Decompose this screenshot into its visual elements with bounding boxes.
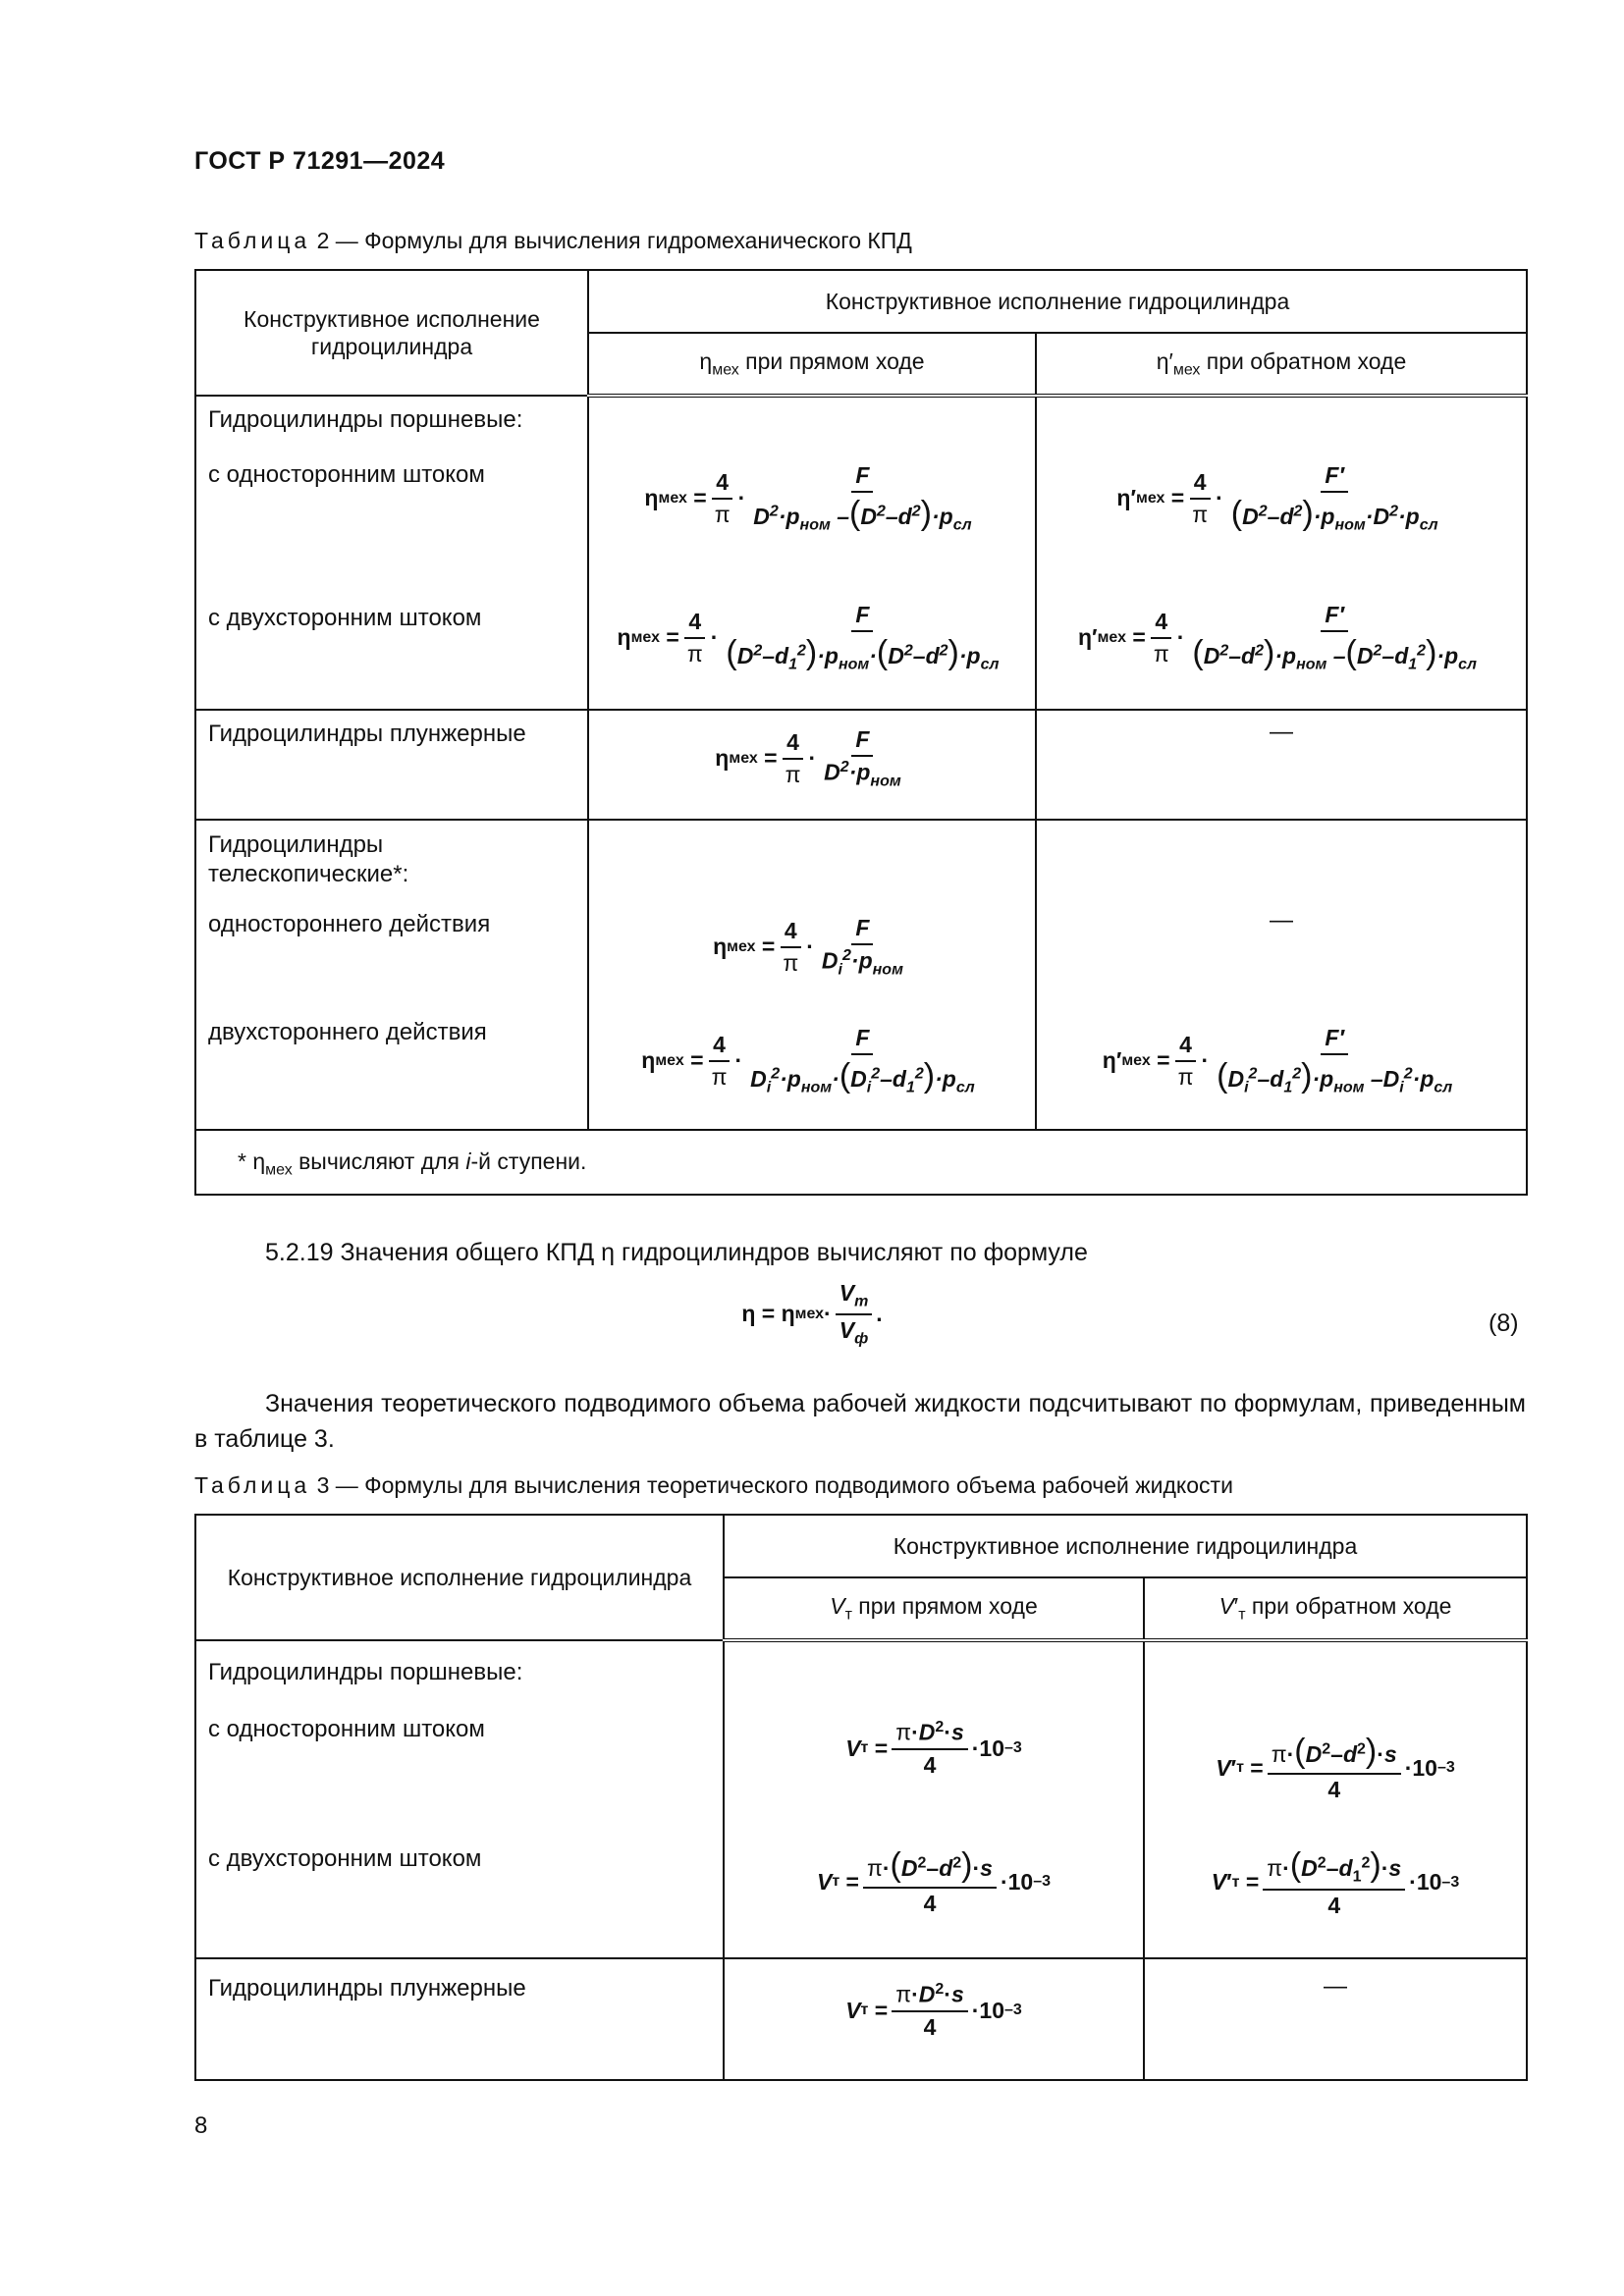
table3-col1-header: Конструктивное исполнение гидроцилиндра [195, 1515, 724, 1640]
formula-eta-double-rod-forward: η мех = $\frac{4}{\pi}$ · $\frac{F}{(D^2-d_1^2)\cdot p_{ном}\cdot(D^2-d^2)\cdot p_{сл}}$ [617, 602, 1000, 673]
table2-backward-piston-cell [1036, 396, 1527, 710]
t3-plunger-label: Гидроцилиндры плунжерные [208, 1975, 526, 2002]
formula-vt-plunger-forward: V т = $\frac{\pi\cdot D^2\cdot s}{4}$ ·10 –3 [845, 1981, 1022, 2040]
table3-caption-text: 3 — Формулы для вычисления теоретического подводимого объема рабочей жидкости [310, 1472, 1233, 1498]
table2-forward-plunger-cell [588, 710, 1036, 820]
piston-title: Гидроцилиндры поршневые: [208, 406, 523, 433]
table3-caption-label: Таблица [194, 1472, 311, 1498]
table2-backward-telescopic-cell [1036, 820, 1527, 1130]
formula-eta-telescopic-single-forward: η мех = $\frac{4}{\pi}$ · $\frac{F}{D_i^2\cdot p_{ном}}$ [713, 915, 903, 979]
telescopic-single-backward-dash: — [1270, 907, 1293, 934]
table-2 [194, 269, 1528, 1196]
equation-8: η = η мех · $\frac{V_т}{V_ф}$ . [741, 1280, 883, 1348]
table2-backward-plunger-cell [1036, 710, 1527, 820]
table3-col3-header: $V'_т$ при обратном ходе [1144, 1577, 1527, 1640]
eta-symbol: η [699, 347, 713, 374]
t3-plunger-backward-dash: — [1324, 1973, 1347, 2000]
table2-telescopic-row-label [195, 820, 588, 1130]
table3-caption [194, 1472, 1233, 1499]
t3-single-rod-label: с односторонним штоком [208, 1716, 485, 1742]
page-number: 8 [194, 2112, 208, 2139]
table3-plunger-row-label [195, 1958, 724, 2080]
formula-vt-double-rod-backward: V ′ т = $\frac{\pi\cdot(D^2-d_1^2)\cdot s}{4}$ ·10 –3 [1211, 1846, 1460, 1918]
formula-eta-telescopic-double-backward: η′ мех = $\frac{4}{\pi}$ · $\frac{F'}{(D_i^2-d_1^2)\cdot p_{ном} -D_i^2\cdot p_{сл}}$ [1102, 1025, 1453, 1096]
table2-group-header: Конструктивное исполнение гидроцилиндра [588, 270, 1527, 333]
table2-col1-header-text: Конструктивное исполнение гидроцилиндра [244, 306, 540, 359]
formula-eta-single-rod-backward: η′ мех = $\frac{4}{\pi}$ · $\frac{F'}{(D^2-d^2)\cdot p_{ном}\cdot D^2\cdot p_{сл}}$ [1116, 462, 1438, 534]
table3-backward-piston-cell [1144, 1640, 1527, 1958]
double-action-label: двухстороннего действия [208, 1019, 487, 1045]
eta-subscript: мех [712, 361, 739, 379]
table2-forward-piston-cell [588, 396, 1036, 710]
table2-plunger-row-label [195, 710, 588, 820]
telescopic-title: Гидроцилиндры телескопические*: [208, 831, 409, 887]
table2-footnote-cell [195, 1130, 1527, 1195]
table2-col2-header: $\eta_{мех}$ при прямом ходе [588, 333, 1036, 396]
table2-caption-text: 2 — Формулы для вычисления гидромеханического КПД [310, 228, 912, 253]
formula-vt-single-rod-backward: V ′ т = $\frac{\pi\cdot(D^2-d^2)\cdot s}{4}$ ·10 –3 [1216, 1733, 1455, 1802]
table2-caption [194, 228, 912, 254]
plunger-label: Гидроцилиндры плунжерные [208, 721, 526, 747]
table3-piston-row-label [195, 1640, 724, 1958]
table2-footnote: * $\eta_{мех}$ вычисляют для i-й ступени. [238, 1148, 587, 1179]
t3-piston-title: Гидроцилиндры поршневые: [208, 1659, 523, 1685]
table3-forward-plunger-cell [724, 1958, 1144, 2080]
formula-eta-single-rod-forward: η мех = $\frac{4}{\pi}$ · $\frac{F}{D^2\cdot p_{ном} -(D^2-d^2)\cdot p_{сл}}$ [644, 462, 972, 534]
paragraph-volume-intro: Значения теоретического подводимого объема рабочей жидкости подсчитывают по формулам, приведенным в таблице 3. [194, 1390, 1526, 1453]
plunger-backward-dash: — [1270, 719, 1293, 745]
formula-eta-telescopic-double-forward: η мех = $\frac{4}{\pi}$ · $\frac{F}{D_i^2\cdot p_{ном}\cdot(D_i^2-d_1^2)\cdot p_{сл}}$ [641, 1025, 975, 1096]
table2-col3-header: $\eta'_{мех}$ при обратном ходе [1036, 333, 1527, 396]
table2-piston-row-label [195, 396, 588, 710]
formula-vt-single-rod-forward: V т = $\frac{\pi\cdot D^2\cdot s}{4}$ ·10 –3 [845, 1719, 1022, 1778]
table3-backward-plunger-cell [1144, 1958, 1527, 2080]
table3-group-header: Конструктивное исполнение гидроцилиндра [724, 1515, 1527, 1577]
paragraph-5-2-19: 5.2.19 Значения общего КПД η гидроцилиндров вычисляют по формуле [265, 1239, 1088, 1266]
formula-eta-plunger-forward: η мех = $\frac{4}{\pi}$ · $\frac{F}{D^2\cdot p_{ном}}$ [715, 726, 901, 790]
table2-col1-header [195, 270, 588, 396]
t3-double-rod-label: с двухсторонним штоком [208, 1845, 482, 1872]
single-action-label: одностороннего действия [208, 911, 491, 937]
table3-forward-piston-cell [724, 1640, 1144, 1958]
table2-forward-telescopic-cell [588, 820, 1036, 1130]
formula-eta-double-rod-backward: η′ мех = $\frac{4}{\pi}$ · $\frac{F'}{(D^2-d^2)\cdot p_{ном} -(D^2-d_1^2)\cdot p_{сл}}$ [1078, 602, 1477, 673]
table3-col2-header: $V_т$ при прямом ходе [724, 1577, 1144, 1640]
single-rod-label: с односторонним штоком [208, 461, 485, 488]
document-header: ГОСТ Р 71291—2024 [194, 147, 446, 175]
table2-caption-label: Таблица [194, 228, 311, 253]
table-3 [194, 1514, 1528, 2081]
formula-vt-double-rod-forward: V т = $\frac{\pi\cdot(D^2-d^2)\cdot s}{4}$ ·10 –3 [816, 1846, 1052, 1916]
double-rod-label: с двухсторонним штоком [208, 605, 482, 631]
equation-8-number: (8) [1489, 1309, 1519, 1337]
